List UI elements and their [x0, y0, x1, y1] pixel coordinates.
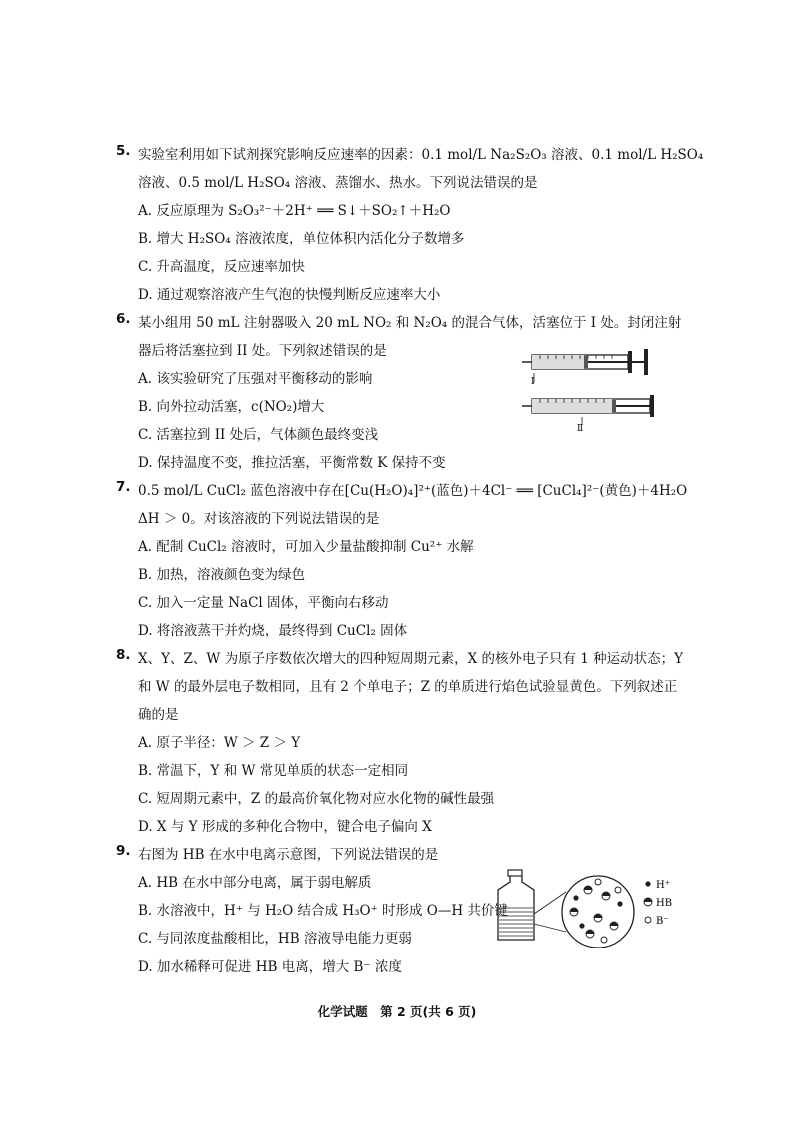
question-stem-line: ΔH ＞ 0。对该溶液的下列说法错误的是: [138, 511, 380, 527]
option-d: D. 保持温度不变，推拉活塞，平衡常数 K 保持不变: [138, 455, 446, 471]
syringe-figure: [520, 345, 660, 435]
b-ion-icon: [595, 879, 621, 943]
option-d: D. X 与 Y 形成的多种化合物中，键合电子偏向 X: [138, 819, 432, 835]
question-stem-line: 和 W 的最外层电子数相同，且有 2 个单电子；Z 的单质进行焰色试验显黄色。下列叙述正: [138, 679, 678, 695]
option-b: B. 增大 H₂SO₄ 溶液浓度，单位体积内活化分子数增多: [138, 231, 465, 247]
option-d: D. 将溶液蒸干并灼烧，最终得到 CuCl₂ 固体: [138, 623, 408, 639]
option-c: C. 升高温度，反应速率加快: [138, 259, 305, 275]
question-stem-line: 0.5 mol/L CuCl₂ 蓝色溶液中存在[Cu(H₂O)₄]²⁺(蓝色)＋4Cl⁻ ══ [CuCl₄]²⁻(黄色)＋4H₂O: [138, 483, 688, 499]
hb-ionization-figure: [494, 868, 694, 948]
question-number: 7.: [116, 479, 131, 495]
hb-molecule-icon: [570, 886, 618, 938]
question-number: 8.: [116, 647, 131, 663]
question-stem-line: 确的是: [138, 707, 179, 723]
option-d: D. 通过观察溶液产生气泡的快慢判断反应速率大小: [138, 287, 441, 303]
question-stem-line: 实验室利用如下试剂探究影响反应速率的因素：0.1 mol/L Na₂S₂O₃ 溶液、0.1 mol/L H₂SO₄: [138, 147, 704, 163]
option-a: A. 反应原理为 S₂O₃²⁻＋2H⁺ ══ S↓＋SO₂↑＋H₂O: [138, 203, 451, 219]
option-b: B. 加热，溶液颜色变为绿色: [138, 567, 306, 583]
option-c: C. 活塞拉到 II 处后，气体颜色最终变浅: [138, 427, 379, 443]
page-footer: 化学试题 第 2 页(共 6 页): [317, 1004, 477, 1019]
legend-label-b: B⁻: [656, 916, 669, 927]
question-stem-line: 右图为 HB 在水中电离示意图，下列说法错误的是: [138, 847, 439, 863]
option-a: A. 该实验研究了压强对平衡移动的影响: [138, 371, 373, 387]
syringe-position-2: [522, 395, 654, 434]
question-stem-line: 器后将活塞拉到 II 处。下列叙述错误的是: [138, 343, 387, 359]
question-number: 6.: [116, 311, 131, 327]
option-c: C. 加入一定量 NaCl 固体，平衡向右移动: [138, 595, 389, 611]
option-b: B. 水溶液中，H⁺ 与 H₂O 结合成 H₃O⁺ 时形成 O—H 共价键: [138, 903, 508, 919]
question-number: 5.: [116, 143, 131, 159]
question-stem-line: 某小组用 50 mL 注射器吸入 20 mL NO₂ 和 N₂O₄ 的混合气体，活塞位于 I 处。封闭注射: [138, 315, 682, 331]
option-a: A. 配制 CuCl₂ 溶液时，可加入少量盐酸抑制 Cu²⁺ 水解: [138, 539, 474, 555]
option-d: D. 加水稀释可促进 HB 电离，增大 B⁻ 浓度: [138, 959, 402, 975]
legend: [644, 880, 672, 927]
option-c: C. 与同浓度盐酸相比，HB 溶液导电能力更弱: [138, 931, 412, 947]
figure-label-I: Ⅰ: [531, 377, 535, 387]
question-stem-line: X、Y、Z、W 为原子序数依次增大的四种短周期元素，X 的核外电子只有 1 种运动状态；Y: [138, 651, 684, 667]
option-c: C. 短周期元素中，Z 的最高价氧化物对应水化物的碱性最强: [138, 791, 495, 807]
bottle-icon: [498, 870, 534, 940]
syringe-position-1: [522, 349, 648, 387]
option-b: B. 向外拉动活塞，c(NO₂)增大: [138, 399, 325, 415]
option-a: A. 原子半径：W ＞ Z ＞ Y: [138, 735, 301, 751]
question-stem-line: 溶液、0.5 mol/L H₂SO₄ 溶液、蒸馏水、热水。下列说法错误的是: [138, 175, 538, 191]
option-b: B. 常温下，Y 和 W 常见单质的状态一定相同: [138, 763, 409, 779]
question-number: 9.: [116, 843, 131, 859]
legend-label-hb: HB: [656, 898, 673, 909]
magnified-view: [562, 876, 634, 948]
legend-label-h: H⁺: [656, 880, 670, 891]
option-a: A. HB 在水中部分电离，属于弱电解质: [138, 875, 372, 891]
figure-label-II: Ⅱ: [577, 424, 584, 434]
